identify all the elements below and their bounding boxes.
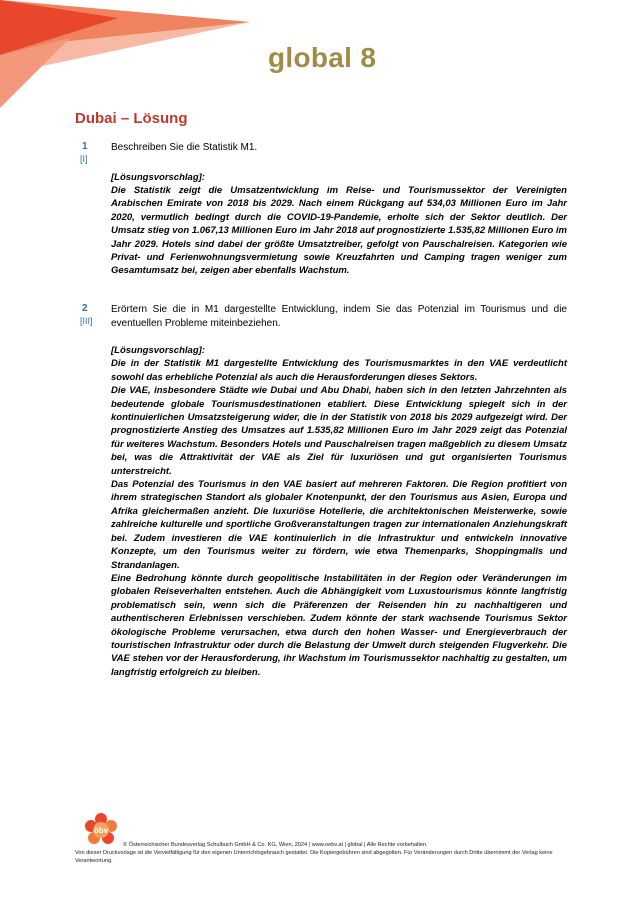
footer-notice: Von dieser Druckvorlage ist die Vervielfältigung für den eigenen Unterrichtsgebrauch gestattet. Die Kopiergebühren sind abgegolten. Für Veränderungen durch Dritte übernimmt der Verlag keine Verantwortung. xyxy=(75,850,553,864)
answer-label: [Lösungsvorschlag]: xyxy=(111,345,205,356)
page-title: Dubai – Lösung xyxy=(75,110,188,127)
task-2 xyxy=(75,303,567,679)
task-level: [III] xyxy=(80,316,93,326)
task-prompt: Beschreiben Sie die Statistik M1. xyxy=(111,142,258,153)
answer-block xyxy=(111,171,567,278)
task-level: [I] xyxy=(80,154,88,164)
answer-block xyxy=(111,344,567,679)
footer xyxy=(75,841,575,865)
task-number: 1 xyxy=(82,141,88,152)
footer-copyright: © Österreichischer Bundesverlag Schulbuch GmbH & Co. KG, Wien, 2024 | www.oebv.at | global | Alle Rechte vorbehalten. xyxy=(123,842,428,848)
answer-paragraph: Das Potenzial des Tourismus in den VAE basiert auf mehreren Faktoren. Die Region profitiert von ihrem strategischen Standort als globaler Knotenpunkt, der den Tourismus aus Asien, Europa und Afrika gleichermaßen anzieht. Die luxuriöse Hotellerie, die architektonischen Meisterwerke, sowie zahlreiche kulturelle und sportliche Großveranstaltungen tragen zur internationalen Anziehungskraft bei. Zudem investieren die VAE kontinuierlich in die Infrastruktur und entwickeln innovative Konzepte, um den Tourismus weiter zu fördern, wie etwa Themenparks, Shoppingmalls und Strandanlagen. xyxy=(111,479,567,571)
task-number: 2 xyxy=(82,303,88,314)
answer-paragraph: Die VAE, insbesondere Städte wie Dubai und Abu Dhabi, haben sich in den letzten Jahrzehnten als bedeutende globale Tourismusdestinationen etabliert. Diese Entwicklung spiegelt sich in der kontinuierlichen Umsatzsteigerung wider, die in der Statistik von 2018 bis 2029 aufgezeigt wird. Der prognostizierte Anstieg des Umsatzes auf 1.535,82 Millionen Euro im Jahr 2029 zeigt das Potenzial für weiteres Wachstum. Besonders Hotels und Pauschalreisen tragen maßgeblich zu diesem Umsatz bei, was die Attraktivität der VAE als Ziel für luxuriösen und gut organisierten Tourismus unterstreicht. xyxy=(111,385,567,477)
answer-label: [Lösungsvorschlag]: xyxy=(111,171,205,183)
answer-paragraph: Eine Bedrohung könnte durch geopolitische Instabilitäten in der Region oder Veränderungen im globalen Reiseverhalten entstehen. Auch die Abhängigkeit vom Luxustourismus könnte langfristig problematisch sein, wenn sich die Präferenzen der Reisenden hin zu nachhaltigeren und authentischeren Erlebnissen verschieben. Zudem könnte der stark wachsende Tourismus Sektor ökologische Probleme verursachen, etwa durch den hohen Wasser- und Energieverbrauch der touristischen Infrastruktur oder durch die Belastung der Umwelt durch steigenden Flugverkehr. Die VAE stehen vor der Herausforderung, ihr Wachstum im Tourismussektor nachhaltig zu gestalten, um langfristig erfolgreich zu bleiben. xyxy=(111,572,567,678)
task-1 xyxy=(75,141,567,278)
answer-paragraph: Die Statistik zeigt die Umsatzentwicklung im Reise- und Tourismussektor der Vereinigten Arabischen Emirate von 2018 bis 2029. Nach einem Rückgang auf 534,03 Millionen Euro im Jahr 2020, vermutlich bedingt durch die COVID-19-Pandemie, erholte sich der Sektor deutlich. Der Umsatz stieg von 1.067,13 Millionen Euro im Jahr 2018 auf prognostizierte 1.535,82 Millionen Euro im Jahr 2029. Hotels sind dabei der größte Umsatztreiber, gefolgt von Pauschalreisen. Kategorien wie Privat- und Ferienwohnungsvermietung sowie Kreuzfahrten und Camping tragen weniger zum Gesamtumsatz bei, zeigen aber ebenfalls Wachstum. xyxy=(111,184,567,277)
brand-title: global 8 xyxy=(268,42,377,73)
corner-decoration xyxy=(0,0,260,110)
task-prompt: Erörtern Sie die in M1 dargestellte Entwicklung, indem Sie das Potenzial im Tourismus und die eventuellen Probleme miteinbeziehen. xyxy=(111,304,567,329)
logo-text: öbv xyxy=(93,826,109,835)
answer-paragraph: Die in der Statistik M1 dargestellte Entwicklung des Tourismusmarktes in den VAE verdeutlicht sowohl das erhebliche Potenzial als auch die Herausforderungen dieses Sektors. xyxy=(111,358,567,383)
